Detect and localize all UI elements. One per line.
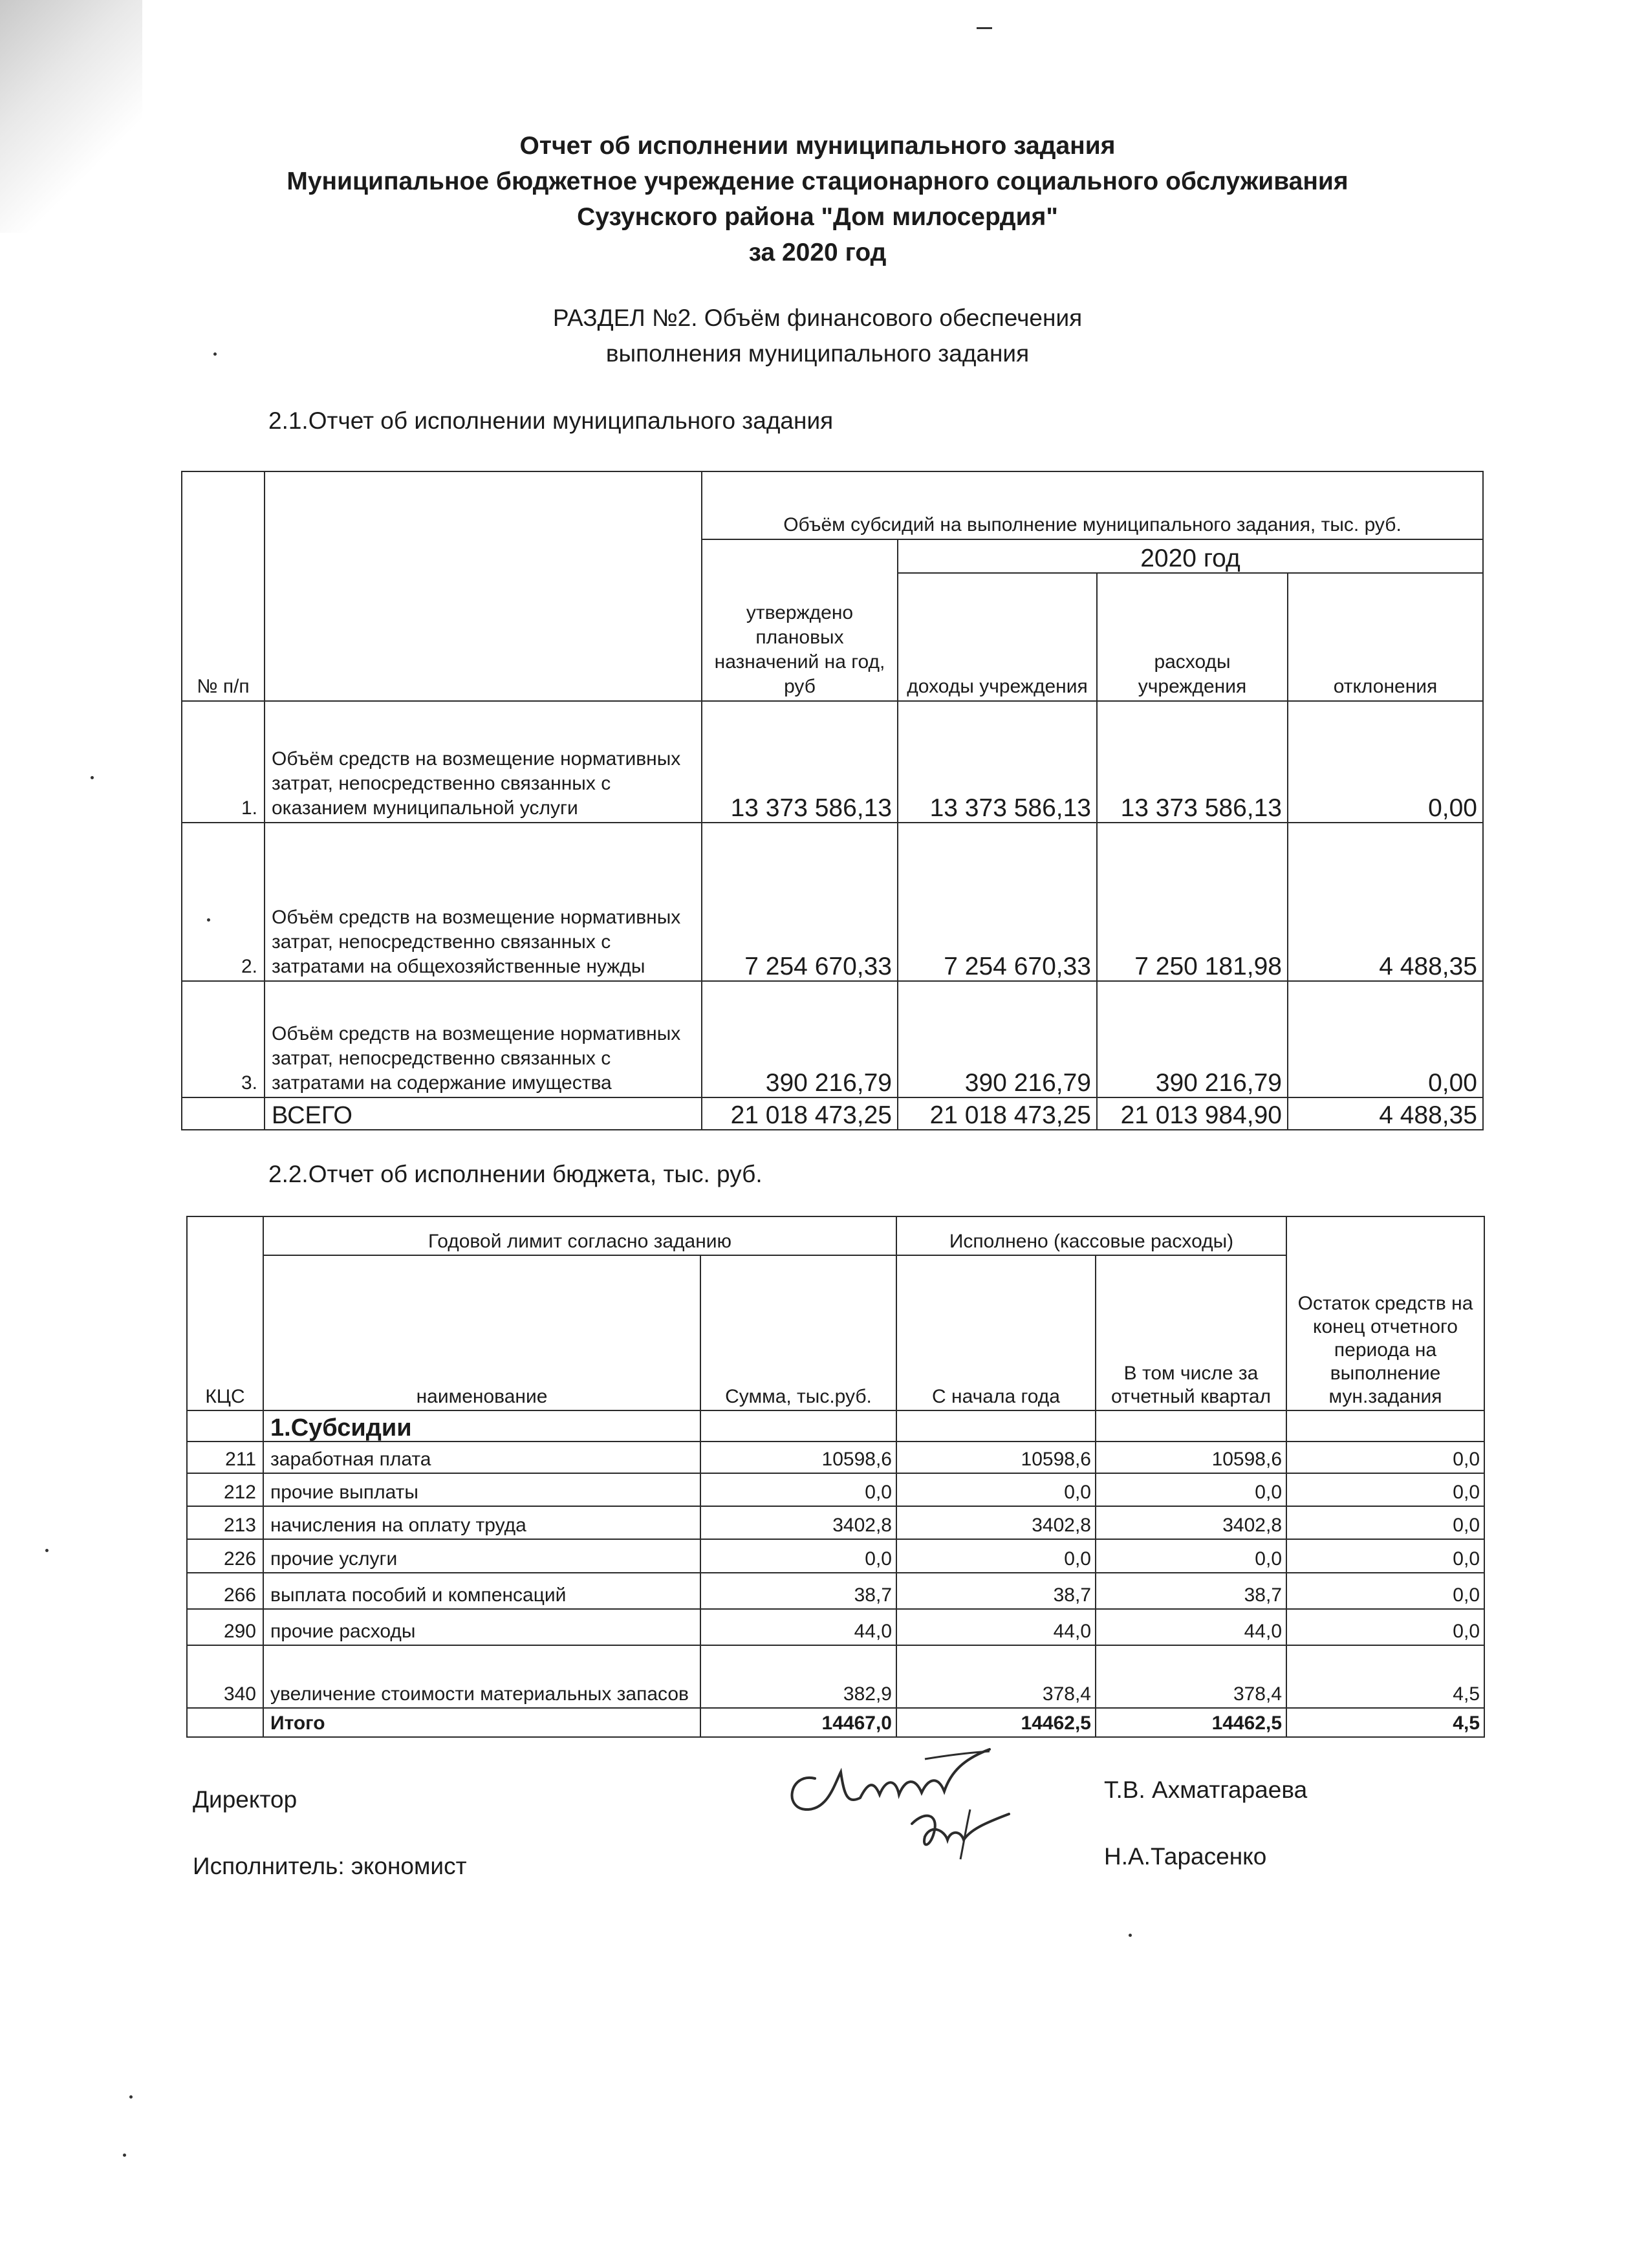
- row-name: прочие расходы: [263, 1609, 700, 1645]
- total-quarter: 14462,5: [1096, 1708, 1286, 1737]
- group-row: [187, 1410, 1484, 1442]
- director-name: Т.В. Ахматгараева: [1104, 1777, 1308, 1803]
- table-row: [187, 1573, 1484, 1609]
- group-blank: [1096, 1410, 1286, 1442]
- budget-execution-table: [186, 1216, 1485, 1738]
- row-quarter: 378,4: [1096, 1645, 1286, 1708]
- group-blank: [896, 1410, 1096, 1442]
- group-label: 1.Субсидии: [263, 1410, 700, 1442]
- row-number: 2.: [182, 823, 265, 981]
- row-kcs: 340: [187, 1645, 263, 1708]
- table-row: [182, 701, 1483, 823]
- row-quarter: 44,0: [1096, 1609, 1286, 1645]
- total-ytd: 14462,5: [896, 1708, 1096, 1737]
- row-kcs: 226: [187, 1539, 263, 1573]
- header-quarter: В том числе за отчетный квартал: [1096, 1255, 1286, 1410]
- row-name: Объём средств на возмещение нормативных затрат, непосредственно связанных с оказанием муниципальной услуги: [265, 701, 702, 823]
- row-name: Объём средств на возмещение нормативных затрат, непосредственно связанных с затратами на общехозяйственные нужды: [265, 823, 702, 981]
- total-row: [182, 1097, 1483, 1130]
- total-blank: [187, 1708, 263, 1737]
- row-quarter: 0,0: [1096, 1539, 1286, 1573]
- row-expense: 13 373 586,13: [1097, 701, 1288, 823]
- header-rest: Остаток средств на конец отчетного периода на выполнение мун.задания: [1286, 1216, 1484, 1410]
- row-ytd: 44,0: [896, 1609, 1096, 1645]
- total-income: 21 018 473,25: [898, 1097, 1097, 1130]
- row-ytd: 3402,8: [896, 1506, 1096, 1539]
- row-rest: 0,0: [1286, 1473, 1484, 1506]
- row-sum: 0,0: [700, 1473, 896, 1506]
- header-num: № п/п: [182, 471, 265, 701]
- row-sum: 3402,8: [700, 1506, 896, 1539]
- row-name: заработная плата: [263, 1442, 700, 1473]
- section-line: выполнения муниципального задания: [605, 340, 1030, 367]
- header-name: наименование: [263, 1255, 700, 1410]
- row-quarter: 0,0: [1096, 1473, 1286, 1506]
- row-rest: 0,0: [1286, 1573, 1484, 1609]
- section-title: [0, 300, 1635, 371]
- table-row: [187, 1645, 1484, 1708]
- total-deviation: 4 488,35: [1288, 1097, 1483, 1130]
- table-row: [187, 1609, 1484, 1645]
- table-row: [187, 1442, 1484, 1473]
- handwritten-signature: [776, 1733, 1048, 1875]
- header-kcs: КЦС: [187, 1216, 263, 1410]
- row-rest: 0,0: [1286, 1609, 1484, 1645]
- row-sum: 0,0: [700, 1539, 896, 1573]
- executor-name: Н.А.Тарасенко: [1104, 1843, 1267, 1870]
- table-row: [182, 981, 1483, 1097]
- row-income: 7 254 670,33: [898, 823, 1097, 981]
- row-deviation: 4 488,35: [1288, 823, 1483, 981]
- header-ytd: С начала года: [896, 1255, 1096, 1410]
- row-expense: 390 216,79: [1097, 981, 1288, 1097]
- row-quarter: 3402,8: [1096, 1506, 1286, 1539]
- header-plan: утверждено плановых назначений на год, руб: [702, 539, 898, 701]
- director-label: Директор: [193, 1786, 298, 1813]
- row-rest: 0,0: [1286, 1506, 1484, 1539]
- header-income: доходы учреждения: [898, 573, 1097, 701]
- row-name: начисления на оплату труда: [263, 1506, 700, 1539]
- row-sum: 38,7: [700, 1573, 896, 1609]
- total-label: Итого: [263, 1708, 700, 1737]
- report1-title: 2.1.Отчет об исполнении муниципального задания: [268, 407, 834, 434]
- row-name: Объём средств на возмещение нормативных затрат, непосредственно связанных с затратами на содержание имущества: [265, 981, 702, 1097]
- row-income: 13 373 586,13: [898, 701, 1097, 823]
- total-sum: 14467,0: [700, 1708, 896, 1737]
- row-ytd: 38,7: [896, 1573, 1096, 1609]
- header-expense: расходы учреждения: [1097, 573, 1288, 701]
- row-name: выплата пособий и компенсаций: [263, 1573, 700, 1609]
- subsidy-execution-table: [181, 471, 1484, 1130]
- row-sum: 10598,6: [700, 1442, 896, 1473]
- header-group: Объём субсидий на выполнение муниципального задания, тыс. руб.: [702, 471, 1483, 539]
- header-line: Муниципальное бюджетное учреждение стационарного социального обслуживания: [287, 167, 1348, 195]
- total-blank: [182, 1097, 265, 1130]
- row-rest: 0,0: [1286, 1442, 1484, 1473]
- header-line: Отчет об исполнении муниципального задания: [519, 132, 1116, 160]
- row-name: прочие выплаты: [263, 1473, 700, 1506]
- row-kcs: 211: [187, 1442, 263, 1473]
- header-line: за 2020 год: [748, 239, 887, 266]
- section-line: РАЗДЕЛ №2. Объём финансового обеспечения: [552, 305, 1083, 331]
- table-row: [187, 1539, 1484, 1573]
- row-plan: 7 254 670,33: [702, 823, 898, 981]
- row-income: 390 216,79: [898, 981, 1097, 1097]
- header-sum: Сумма, тыс.руб.: [700, 1255, 896, 1410]
- row-plan: 13 373 586,13: [702, 701, 898, 823]
- group-blank: [1286, 1410, 1484, 1442]
- row-ytd: 0,0: [896, 1473, 1096, 1506]
- header-deviation: отклонения: [1288, 573, 1483, 701]
- row-ytd: 0,0: [896, 1539, 1096, 1573]
- row-deviation: 0,00: [1288, 701, 1483, 823]
- total-expense: 21 013 984,90: [1097, 1097, 1288, 1130]
- row-number: 3.: [182, 981, 265, 1097]
- row-name: прочие услуги: [263, 1539, 700, 1573]
- row-quarter: 38,7: [1096, 1573, 1286, 1609]
- group-blank: [700, 1410, 896, 1442]
- total-label: ВСЕГО: [265, 1097, 702, 1130]
- row-rest: 4,5: [1286, 1645, 1484, 1708]
- header-name-blank: [265, 471, 702, 701]
- row-deviation: 0,00: [1288, 981, 1483, 1097]
- row-kcs: 290: [187, 1609, 263, 1645]
- header-year: 2020 год: [898, 539, 1483, 573]
- row-name: увеличение стоимости материальных запасов: [263, 1645, 700, 1708]
- row-quarter: 10598,6: [1096, 1442, 1286, 1473]
- row-sum: 382,9: [700, 1645, 896, 1708]
- report2-title: 2.2.Отчет об исполнении бюджета, тыс. руб.: [268, 1161, 763, 1187]
- header-limit-group: Годовой лимит согласно заданию: [263, 1216, 896, 1255]
- row-sum: 44,0: [700, 1609, 896, 1645]
- header-line: Сузунского района "Дом милосердия": [577, 203, 1058, 231]
- table-row: [187, 1473, 1484, 1506]
- row-expense: 7 250 181,98: [1097, 823, 1288, 981]
- header-done-group: Исполнено (кассовые расходы): [896, 1216, 1286, 1255]
- row-ytd: 378,4: [896, 1645, 1096, 1708]
- row-kcs: 266: [187, 1573, 263, 1609]
- table-row: [182, 823, 1483, 981]
- row-number: 1.: [182, 701, 265, 823]
- total-rest: 4,5: [1286, 1708, 1484, 1737]
- row-plan: 390 216,79: [702, 981, 898, 1097]
- row-kcs: 213: [187, 1506, 263, 1539]
- row-rest: 0,0: [1286, 1539, 1484, 1573]
- group-blank: [187, 1410, 263, 1442]
- executor-label: Исполнитель: экономист: [193, 1853, 467, 1879]
- total-plan: 21 018 473,25: [702, 1097, 898, 1130]
- row-kcs: 212: [187, 1473, 263, 1506]
- row-ytd: 10598,6: [896, 1442, 1096, 1473]
- table-row: [187, 1506, 1484, 1539]
- report-header: [0, 128, 1635, 270]
